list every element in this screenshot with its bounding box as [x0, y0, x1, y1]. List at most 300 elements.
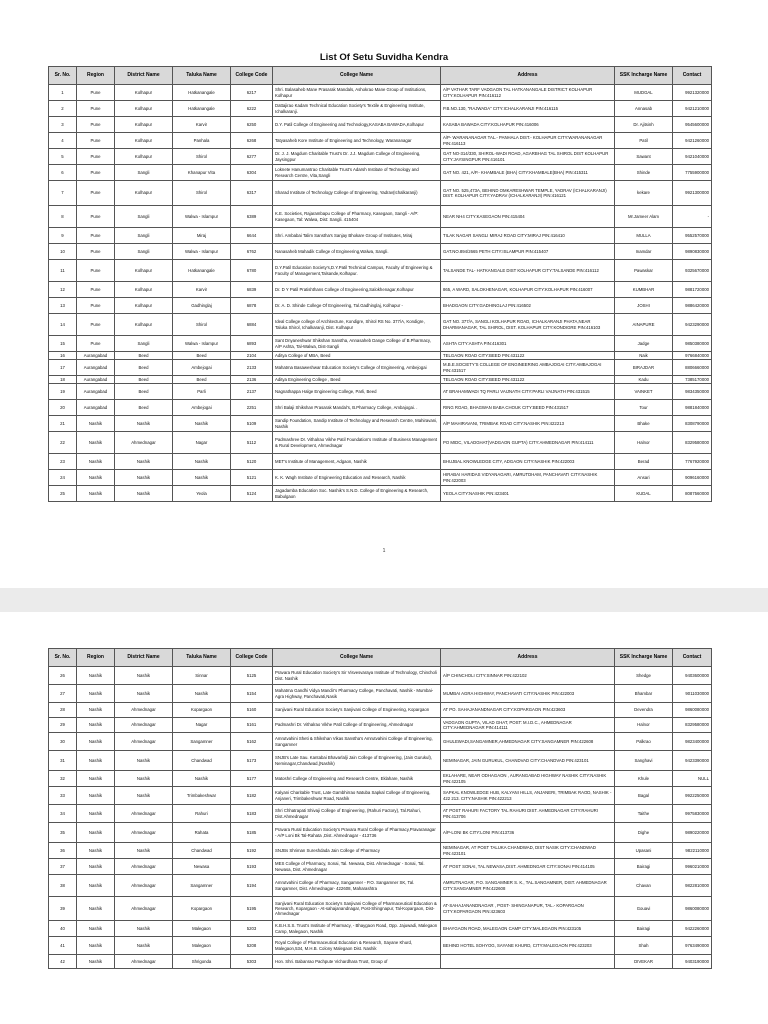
cell-taluka: Kopargaon — [173, 703, 231, 718]
table-row — [49, 823, 712, 843]
cell-ssk-incharge: Dighe — [615, 823, 673, 843]
cell-ssk-incharge: AINAPURE — [615, 314, 673, 336]
cell-contact: 9890830000 — [673, 244, 712, 260]
cell-district: Nashik — [115, 751, 173, 771]
table-header-row — [49, 649, 712, 667]
cell-region: Nashik — [77, 486, 115, 502]
cell-taluka: Beed — [173, 352, 231, 360]
cell-region: Nashik — [77, 416, 115, 432]
ssk-table-page-2 — [48, 648, 712, 969]
cell-sr-no: 11 — [49, 260, 77, 282]
cell-college-name: D.Y.Patil Education Society's,D.Y.Patil Technical Campus, Faculty of Engineering & Faculty of Management,Talsande,Kolhapur. — [273, 260, 441, 282]
column-header-address: Address — [441, 649, 615, 667]
cell-address: GAT NO. 377/A, SANGLI KOLHAPUR ROAD, ICHALKARANJI PHATA,NEAR DHARMANAGAR, TAL SHIROL, DIST. KOLHAPUR CITY:KONDIGRE PIN:416103 — [441, 314, 615, 336]
cell-address: AT POST RAHURI FACTORY TAL RAHURI DIST. AHMEDNAGAR CITY:RAHURI PIN:413706 — [441, 805, 615, 823]
cell-ssk-incharge: Shedge — [615, 667, 673, 685]
table-row — [49, 703, 712, 718]
cell-region: Nashik — [77, 875, 115, 897]
cell-college-code: 6878 — [231, 298, 273, 314]
cell-college-code: 5182 — [231, 787, 273, 805]
cell-sr-no: 2 — [49, 101, 77, 117]
cell-address: 865, A WARD, SALOKHENAGAR, KOLHAPUR CITY:KOLHAPUR PIN:416007 — [441, 282, 615, 298]
cell-sr-no: 40 — [49, 921, 77, 937]
cell-district: Beed — [115, 376, 173, 384]
cell-address: M.B.E.SOCIETY'S COLLEGE OF ENGINEERING AMBAJOGAI CITY:AMBAJOGAI PIN:431517 — [441, 360, 615, 376]
cell-contact: 9763490000 — [673, 937, 712, 955]
cell-college-name: Tatyasaheb Kore Institute of Engineering and Technology, Warananagar — [273, 133, 441, 149]
cell-contact: 8329580000 — [673, 718, 712, 733]
cell-contact: 9922250000 — [673, 787, 712, 805]
cell-ssk-incharge: Chavan — [615, 875, 673, 897]
cell-address: A/P VATHAR TARF VADGAON TAL HATKANANGALE DISTRICT KOLHAPUR CITY:KOLHAPUR PIN:416112 — [441, 85, 615, 101]
cell-college-code: 5121 — [231, 470, 273, 486]
cell-contact: 9421040000 — [673, 149, 712, 165]
cell-college-code: 5109 — [231, 416, 273, 432]
table-row — [49, 181, 712, 206]
cell-ssk-incharge: Dr. Ajitsinh — [615, 117, 673, 133]
table-row — [49, 117, 712, 133]
cell-district: Nashik — [115, 771, 173, 787]
cell-taluka: Shirol — [173, 149, 231, 165]
cell-sr-no: 29 — [49, 718, 77, 733]
cell-college-code: 5193 — [231, 859, 273, 875]
cell-college-code: 5195 — [231, 897, 273, 921]
cell-address: A/P MAHIRAVANI, TRIMBAK ROAD CITY:NASHIK PIN:422213 — [441, 416, 615, 432]
cell-college-name: Mahatma Basaweshwar Education Society's College of Engineering, Ambejogai — [273, 360, 441, 376]
cell-district: Kolhapur — [115, 133, 173, 149]
cell-address: NEMINAGAR, AT POST TALUKA CHANDWAD, DIST NASIK CITY:CHANDWAD PIN:423101 — [441, 843, 615, 859]
cell-region: Nashik — [77, 805, 115, 823]
cell-contact: 9096160000 — [673, 470, 712, 486]
cell-contact: 8308790000 — [673, 416, 712, 432]
cell-district: Ahmednagar — [115, 955, 173, 969]
cell-region: Pune — [77, 206, 115, 228]
cell-ssk-incharge: Bairagi — [615, 859, 673, 875]
cell-contact: 7767920000 — [673, 454, 712, 470]
cell-college-code: 5112 — [231, 432, 273, 454]
cell-sr-no: 35 — [49, 823, 77, 843]
cell-address: GHULEWADI,SANGAMNER,AHMEDNAGAR CITY:SANGAMNER PIN:422608 — [441, 733, 615, 751]
cell-college-name: Shri. Ambabai Talim Sanstha's Sanjay Bhokare Group of Institutes, Miraj — [273, 228, 441, 244]
cell-college-name: Sanjivani Rural Education Society's Sanjivani College of Engineering, Kopargaon — [273, 703, 441, 718]
cell-district: Beed — [115, 384, 173, 400]
cell-ssk-incharge: Tour — [615, 400, 673, 416]
cell-region: Pune — [77, 133, 115, 149]
cell-address: TILAK NAGAR SANGLI MIRAJ ROAD CITY:MIRAJ PIN:416410 — [441, 228, 615, 244]
table-row — [49, 85, 712, 101]
table-row — [49, 416, 712, 432]
cell-contact: 9886420000 — [673, 298, 712, 314]
cell-college-code: 5183 — [231, 805, 273, 823]
table-row — [49, 937, 712, 955]
cell-district: Kolhapur — [115, 314, 173, 336]
cell-region: Nashik — [77, 823, 115, 843]
column-header-region: Region — [77, 649, 115, 667]
cell-college-code: 5185 — [231, 823, 273, 843]
cell-district: Kolhapur — [115, 117, 173, 133]
column-header-ssk-incharge: SSK Incharge Name — [615, 67, 673, 85]
cell-ssk-incharge: kekare — [615, 181, 673, 206]
cell-district: Nashik — [115, 921, 173, 937]
cell-college-name: Hon. Shri. Babanrao Pachpute Vichardhara Trust, Group of — [273, 955, 441, 969]
cell-district: Sangli — [115, 336, 173, 352]
cell-region: Nashik — [77, 859, 115, 875]
cell-college-code: 5177 — [231, 771, 273, 787]
cell-sr-no: 15 — [49, 336, 77, 352]
cell-college-name: Sharad Institute of Technology College of Engineering, Yadrav(Ichalkaranji) — [273, 181, 441, 206]
cell-college-name: Royal College of Pharmaceutical Education & Research, Sayane Khurd, Malegaon,534, M.H.B. Colony Malegaon Dist. Nashik — [273, 937, 441, 955]
cell-sr-no: 33 — [49, 787, 77, 805]
cell-college-code: 6317 — [231, 181, 273, 206]
cell-college-code: 6839 — [231, 282, 273, 298]
cell-district: Kolhapur — [115, 298, 173, 314]
cell-sr-no: 34 — [49, 805, 77, 823]
cell-region: Nashik — [77, 718, 115, 733]
cell-region: Pune — [77, 149, 115, 165]
cell-contact: 9890220000 — [673, 823, 712, 843]
column-header-district: District Name — [115, 649, 173, 667]
cell-sr-no: 37 — [49, 859, 77, 875]
cell-ssk-incharge: BIRAJDAR — [615, 360, 673, 376]
table-row — [49, 244, 712, 260]
cell-taluka: Yeola — [173, 486, 231, 502]
cell-district: Nashik — [115, 470, 173, 486]
cell-district: Kolhapur — [115, 260, 173, 282]
cell-region: Nashik — [77, 751, 115, 771]
cell-taluka: Walwa - Islampur — [173, 206, 231, 228]
cell-taluka: Hatkanangale — [173, 260, 231, 282]
cell-ssk-incharge: Bhambar — [615, 685, 673, 703]
cell-contact: 9011030000 — [673, 685, 712, 703]
column-header-sr-no: Sr. No. — [49, 67, 77, 85]
cell-sr-no: 36 — [49, 843, 77, 859]
table-row — [49, 486, 712, 502]
table-row — [49, 149, 712, 165]
cell-ssk-incharge: Shah — [615, 937, 673, 955]
cell-college-name: Aditya Engineering College , Beed — [273, 376, 441, 384]
cell-contact: 9860080000 — [673, 703, 712, 718]
cell-college-code: 6277 — [231, 149, 273, 165]
table-row — [49, 859, 712, 875]
cell-sr-no: 41 — [49, 937, 77, 955]
cell-district: Ahmednagar — [115, 897, 173, 921]
cell-ssk-incharge: Halnor — [615, 718, 673, 733]
cell-taluka: Shrigonda — [173, 955, 231, 969]
cell-college-name: MES College of Pharmacy, Sonai, Tal. Newasa, Dist. Ahmednagar - Sonai, Tal. Newasa, Dist. Ahmednagar — [273, 859, 441, 875]
cell-college-code: 5208 — [231, 937, 273, 955]
cell-district: Kolhapur — [115, 101, 173, 117]
cell-college-name: Dr. J. J. Magdum Charitable Trust's Dr. J.J. Magdum College of Engineering, Jaysingpur — [273, 149, 441, 165]
cell-sr-no: 17 — [49, 360, 77, 376]
table-row — [49, 787, 712, 805]
cell-taluka: Ambejogai — [173, 400, 231, 416]
cell-sr-no: 28 — [49, 703, 77, 718]
cell-contact: 9822810000 — [673, 875, 712, 897]
cell-contact: 9766840000 — [673, 352, 712, 360]
cell-college-name: Dr. D Y Patil Pratishthans College of Engineering,Salokhenagar,Kolhapur — [273, 282, 441, 298]
cell-contact: 9860080000 — [673, 897, 712, 921]
table-row — [49, 454, 712, 470]
cell-taluka: Khanapur Vita — [173, 165, 231, 181]
cell-taluka: Shirol — [173, 314, 231, 336]
cell-taluka: Karvir — [173, 117, 231, 133]
cell-college-code: 5161 — [231, 718, 273, 733]
cell-contact: 9325670000 — [673, 260, 712, 282]
document-title: List Of Setu Suvidha Kendra — [319, 52, 449, 63]
table-row — [49, 805, 712, 823]
cell-address: NEMINAGAR, JAIN GURUKUL, CHANDVAD CITY:CHANDVAD PIN:423101 — [441, 751, 615, 771]
cell-college-code: 5125 — [231, 667, 273, 685]
cell-address: AT BRAHAMWADI TQ PARLI VAIJNATH CITY:PARLI VAIJNATH PIN:431515 — [441, 384, 615, 400]
cell-address: AT POST SONAI, TAL NEWASA,DIST. AHMEDNGAR CITY:SONAI PIN:414105 — [441, 859, 615, 875]
cell-address: TALSANDE TAL- HATKANGALE DIST KOLHAPUR CITY:TALSANDE PIN:416112 — [441, 260, 615, 282]
cell-taluka: Hatkanangale — [173, 101, 231, 117]
cell-sr-no: 23 — [49, 454, 77, 470]
cell-district: Nashik — [115, 937, 173, 955]
cell-region: Pune — [77, 165, 115, 181]
cell-region: Pune — [77, 336, 115, 352]
cell-taluka: Walwa - Islampur — [173, 336, 231, 352]
cell-contact: 8806660000 — [673, 360, 712, 376]
cell-region: Nashik — [77, 897, 115, 921]
column-header-taluka: Taluka Name — [173, 649, 231, 667]
table-header-row — [49, 67, 712, 85]
cell-ssk-incharge: Bhake — [615, 416, 673, 432]
cell-region: Pune — [77, 298, 115, 314]
cell-region: Pune — [77, 244, 115, 260]
cell-district: Ahmednagar — [115, 733, 173, 751]
cell-region: Nashik — [77, 685, 115, 703]
cell-address: KASABA BAWADA CITY:KOLHAPUR PIN:416006 — [441, 117, 615, 133]
table-body — [49, 667, 712, 969]
cell-college-code: 5173 — [231, 751, 273, 771]
cell-address: AT-SAHAJANANDNAGAR , POST- SHINGANAPUR, TAL.- KOPARGAON CITY:KOPARGAON PIN:423603 — [441, 897, 615, 921]
cell-taluka: Chandwad — [173, 843, 231, 859]
table-row — [49, 771, 712, 787]
cell-ssk-incharge: Sawant — [615, 149, 673, 165]
cell-college-name: SNJB's Late Sau. Kantabai Bhavarlalji Jain College of Engineering, (Jain Gurukul), Neminagar,Chandwad,(Nashik) — [273, 751, 441, 771]
table-row — [49, 376, 712, 384]
cell-ssk-incharge: Bagal — [615, 787, 673, 805]
table-row — [49, 360, 712, 376]
cell-address: ASHTA CITY:ASHTA PIN:416301 — [441, 336, 615, 352]
cell-college-name: D.Y. Patil College of Engineering and Technology,KASABA BAWADA,Kolhapur — [273, 117, 441, 133]
cell-college-code: 5124 — [231, 486, 273, 502]
table-row — [49, 718, 712, 733]
cell-college-code: 6884 — [231, 314, 273, 336]
cell-ssk-incharge: Ansari — [615, 470, 673, 486]
cell-contact: 9850380000 — [673, 336, 712, 352]
cell-sr-no: 8 — [49, 206, 77, 228]
cell-district: Ahmednagar — [115, 805, 173, 823]
cell-district: Ahmednagar — [115, 823, 173, 843]
cell-address: A/P- WARANANAGAR TAL.- PANHALA DIST.- KOLHAPUR CITY:WARANANAGAR PIN:416113 — [441, 133, 615, 149]
table-row — [49, 260, 712, 282]
cell-contact: 9422260000 — [673, 921, 712, 937]
cell-college-code: 2133 — [231, 360, 273, 376]
cell-college-code: 5192 — [231, 843, 273, 859]
cell-ssk-incharge: KUMBHAR — [615, 282, 673, 298]
cell-district: Nashik — [115, 486, 173, 502]
cell-taluka: Sinnar — [173, 667, 231, 685]
cell-ssk-incharge: Khule — [615, 771, 673, 787]
table-row — [49, 897, 712, 921]
cell-sr-no: 1 — [49, 85, 77, 101]
cell-address: MUMBAI AGRA HIGHWAY, PANCHAVATI CITY:NASHIK PIN:422003 — [441, 685, 615, 703]
table-row — [49, 352, 712, 360]
cell-ssk-incharge: MULLA — [615, 228, 673, 244]
table-row — [49, 470, 712, 486]
cell-taluka: Nagar — [173, 718, 231, 733]
column-header-college-code: College Code — [231, 67, 273, 85]
cell-address: GAT NO-314/330, SHIROL-WADI ROAD, AGARBHAG TAL SHIROL DIST KOLHAPUR CITY:JAYSINGPUR PIN:416101 — [441, 149, 615, 165]
cell-sr-no: 4 — [49, 133, 77, 149]
cell-taluka: Nashik — [173, 416, 231, 432]
column-header-district: District Name — [115, 67, 173, 85]
cell-sr-no: 30 — [49, 733, 77, 751]
cell-district: Sangli — [115, 244, 173, 260]
cell-college-name: Shri Chhatrapati Shivaji College of Engineering, (Rahuri Factory), Tal.Rahuri, Dist.Ahmednagar — [273, 805, 441, 823]
cell-district: Kolhapur — [115, 181, 173, 206]
cell-college-name: Padmashri Dr. Vithalrao Vikhe Patil College of Engineering, Ahmednagar — [273, 718, 441, 733]
cell-taluka: Panhala — [173, 133, 231, 149]
cell-college-code: 6222 — [231, 101, 273, 117]
cell-ssk-incharge: KUDAL — [615, 486, 673, 502]
cell-college-name: Dr. A. D. Shinde College Of Engineering, Tal.Gadhinglaj, Kolhapur - — [273, 298, 441, 314]
cell-region: Pune — [77, 260, 115, 282]
cell-region: Aurangabad — [77, 352, 115, 360]
cell-contact: 9822110000 — [673, 843, 712, 859]
table-row — [49, 667, 712, 685]
cell-region: Nashik — [77, 921, 115, 937]
cell-sr-no: 13 — [49, 298, 77, 314]
cell-college-name: Jagadamba Education Soc. Nashik's S.N.D. College of Engineering & Research, Babulgaon — [273, 486, 441, 502]
cell-college-code: 5162 — [231, 733, 273, 751]
cell-contact: 9421210000 — [673, 101, 712, 117]
cell-ssk-incharge: Devendra — [615, 703, 673, 718]
cell-college-code: 2137 — [231, 384, 273, 400]
cell-district: Ahmednagar — [115, 718, 173, 733]
cell-college-name: K.B.H.S.S. Trust's Institute of Pharmacy, - Bhaygaon Road, Opp. Jajuwadi, Malegaon Camp, Malegaon, Nashik — [273, 921, 441, 937]
cell-contact: 9421260000 — [673, 133, 712, 149]
cell-address: NEAR NH4 CITY:KASEGAON PIN:415404 — [441, 206, 615, 228]
cell-college-code: 6780 — [231, 260, 273, 282]
cell-district: Kolhapur — [115, 282, 173, 298]
cell-address: GAT NO. 421, A/P.- KHAMBALE (BHA) CITY:KHAMBALE(BHA) PIN:415311 — [441, 165, 615, 181]
cell-taluka: Sangamner — [173, 875, 231, 897]
table-row — [49, 400, 712, 416]
cell-ssk-incharge: Jadge — [615, 336, 673, 352]
cell-region: Aurangabad — [77, 384, 115, 400]
table-row — [49, 133, 712, 149]
cell-taluka: Ambejogai — [173, 360, 231, 376]
column-header-college-name: College Name — [273, 649, 441, 667]
cell-district: Sangli — [115, 165, 173, 181]
cell-taluka: Nashik — [173, 454, 231, 470]
cell-address: RING ROAD, BHAGWAN BABA CHOUK CITY:BEED PIN:431517 — [441, 400, 615, 416]
cell-college-name: Nanasaheb Mahadik College of Engineering,Walwa, Sangli. — [273, 244, 441, 260]
cell-district: Ahmednagar — [115, 875, 173, 897]
cell-sr-no: 24 — [49, 470, 77, 486]
column-header-ssk-incharge: SSK Incharge Name — [615, 649, 673, 667]
cell-college-code: 5303 — [231, 955, 273, 969]
cell-college-code: 2136 — [231, 376, 273, 384]
table-row — [49, 751, 712, 771]
cell-sr-no: 14 — [49, 314, 77, 336]
cell-region: Pune — [77, 228, 115, 244]
cell-address: A/P-LONI BK CITY:LONI PIN:413736 — [441, 823, 615, 843]
cell-college-name: Shri Balaji Shikshan Prasarak Mandal's, B.Pharmacy College, Ambajogai. . — [273, 400, 441, 416]
page-number: 1 — [382, 548, 386, 554]
cell-contact: 9423290000 — [673, 314, 712, 336]
cell-ssk-incharge: Kadu — [615, 376, 673, 384]
table-row — [49, 298, 712, 314]
cell-taluka: Nashik — [173, 470, 231, 486]
cell-sr-no: 39 — [49, 897, 77, 921]
table-row — [49, 921, 712, 937]
table-row — [49, 206, 712, 228]
cell-district: Nashik — [115, 843, 173, 859]
cell-contact: 9921300000 — [673, 181, 712, 206]
cell-region: Nashik — [77, 703, 115, 718]
cell-district: Beed — [115, 352, 173, 360]
cell-college-name: SNJBs Shriman Sureshdada Jain College of Pharmacy — [273, 843, 441, 859]
cell-ssk-incharge: Halnor — [615, 432, 673, 454]
cell-district: Nashik — [115, 667, 173, 685]
cell-region: Pune — [77, 181, 115, 206]
cell-district: Ahmednagar — [115, 703, 173, 718]
cell-taluka: Newasa — [173, 859, 231, 875]
cell-contact: NULL — [673, 771, 712, 787]
cell-college-code: 6644 — [231, 228, 273, 244]
cell-district: Nashik — [115, 685, 173, 703]
cell-contact: 9881840000 — [673, 400, 712, 416]
cell-address: P.B.NO.130, "RAJWADA" CITY:ICHALKARANJI PIN:416115 — [441, 101, 615, 117]
cell-sr-no: 7 — [49, 181, 77, 206]
cell-taluka: Nashik — [173, 685, 231, 703]
cell-district: Nashik — [115, 416, 173, 432]
cell-address: AT PO. SAHAJANANDNAGAR CITY:KOPARGAON PIN:423603 — [441, 703, 615, 718]
cell-ssk-incharge: Pawaskar — [615, 260, 673, 282]
cell-college-code: 6217 — [231, 85, 273, 101]
cell-district: Beed — [115, 360, 173, 376]
cell-college-name: Pravara Rural Education Society's Pravara Rural College of Pharmacy,Pravaranagar - A/P Loni Bk Tal-Rahata ,Dist. Ahmednagar - 413736 — [273, 823, 441, 843]
cell-sr-no: 3 — [49, 117, 77, 133]
table-row — [49, 165, 712, 181]
cell-ssk-incharge: Berad — [615, 454, 673, 470]
cell-ssk-incharge: Gouavi — [615, 897, 673, 921]
cell-college-code: 5160 — [231, 703, 273, 718]
cell-taluka: Rahata — [173, 823, 231, 843]
cell-contact: 9545600000 — [673, 117, 712, 133]
cell-college-name: Shri. Balasaheb Mane Prasarak Mandals, Ashokrao Mane Group of Institutions, Kolhapur — [273, 85, 441, 101]
cell-contact: 9960210000 — [673, 859, 712, 875]
cell-district: Nashik — [115, 454, 173, 470]
cell-contact: 9921320000 — [673, 85, 712, 101]
cell-address: VADGAON GUPTA, VILAD GHAT, POST: M.I.D.C., AHMEDNAGAR CITY:AHMEDNAGAR PIN:414111 — [441, 718, 615, 733]
cell-region: Nashik — [77, 667, 115, 685]
cell-region: Nashik — [77, 432, 115, 454]
cell-taluka: Trimbakeshwar — [173, 787, 231, 805]
cell-region: Nashik — [77, 787, 115, 805]
column-header-contact: Contact — [673, 649, 712, 667]
cell-address: A/P CHINCHOLI CITY:SINNAR PIN:422102 — [441, 667, 615, 685]
cell-college-code: 5154 — [231, 685, 273, 703]
table-row — [49, 685, 712, 703]
cell-address: TELGAON ROAD CITY:BEED PIN:431122 — [441, 376, 615, 384]
cell-district: Beed — [115, 400, 173, 416]
cell-college-code: 6762 — [231, 244, 273, 260]
